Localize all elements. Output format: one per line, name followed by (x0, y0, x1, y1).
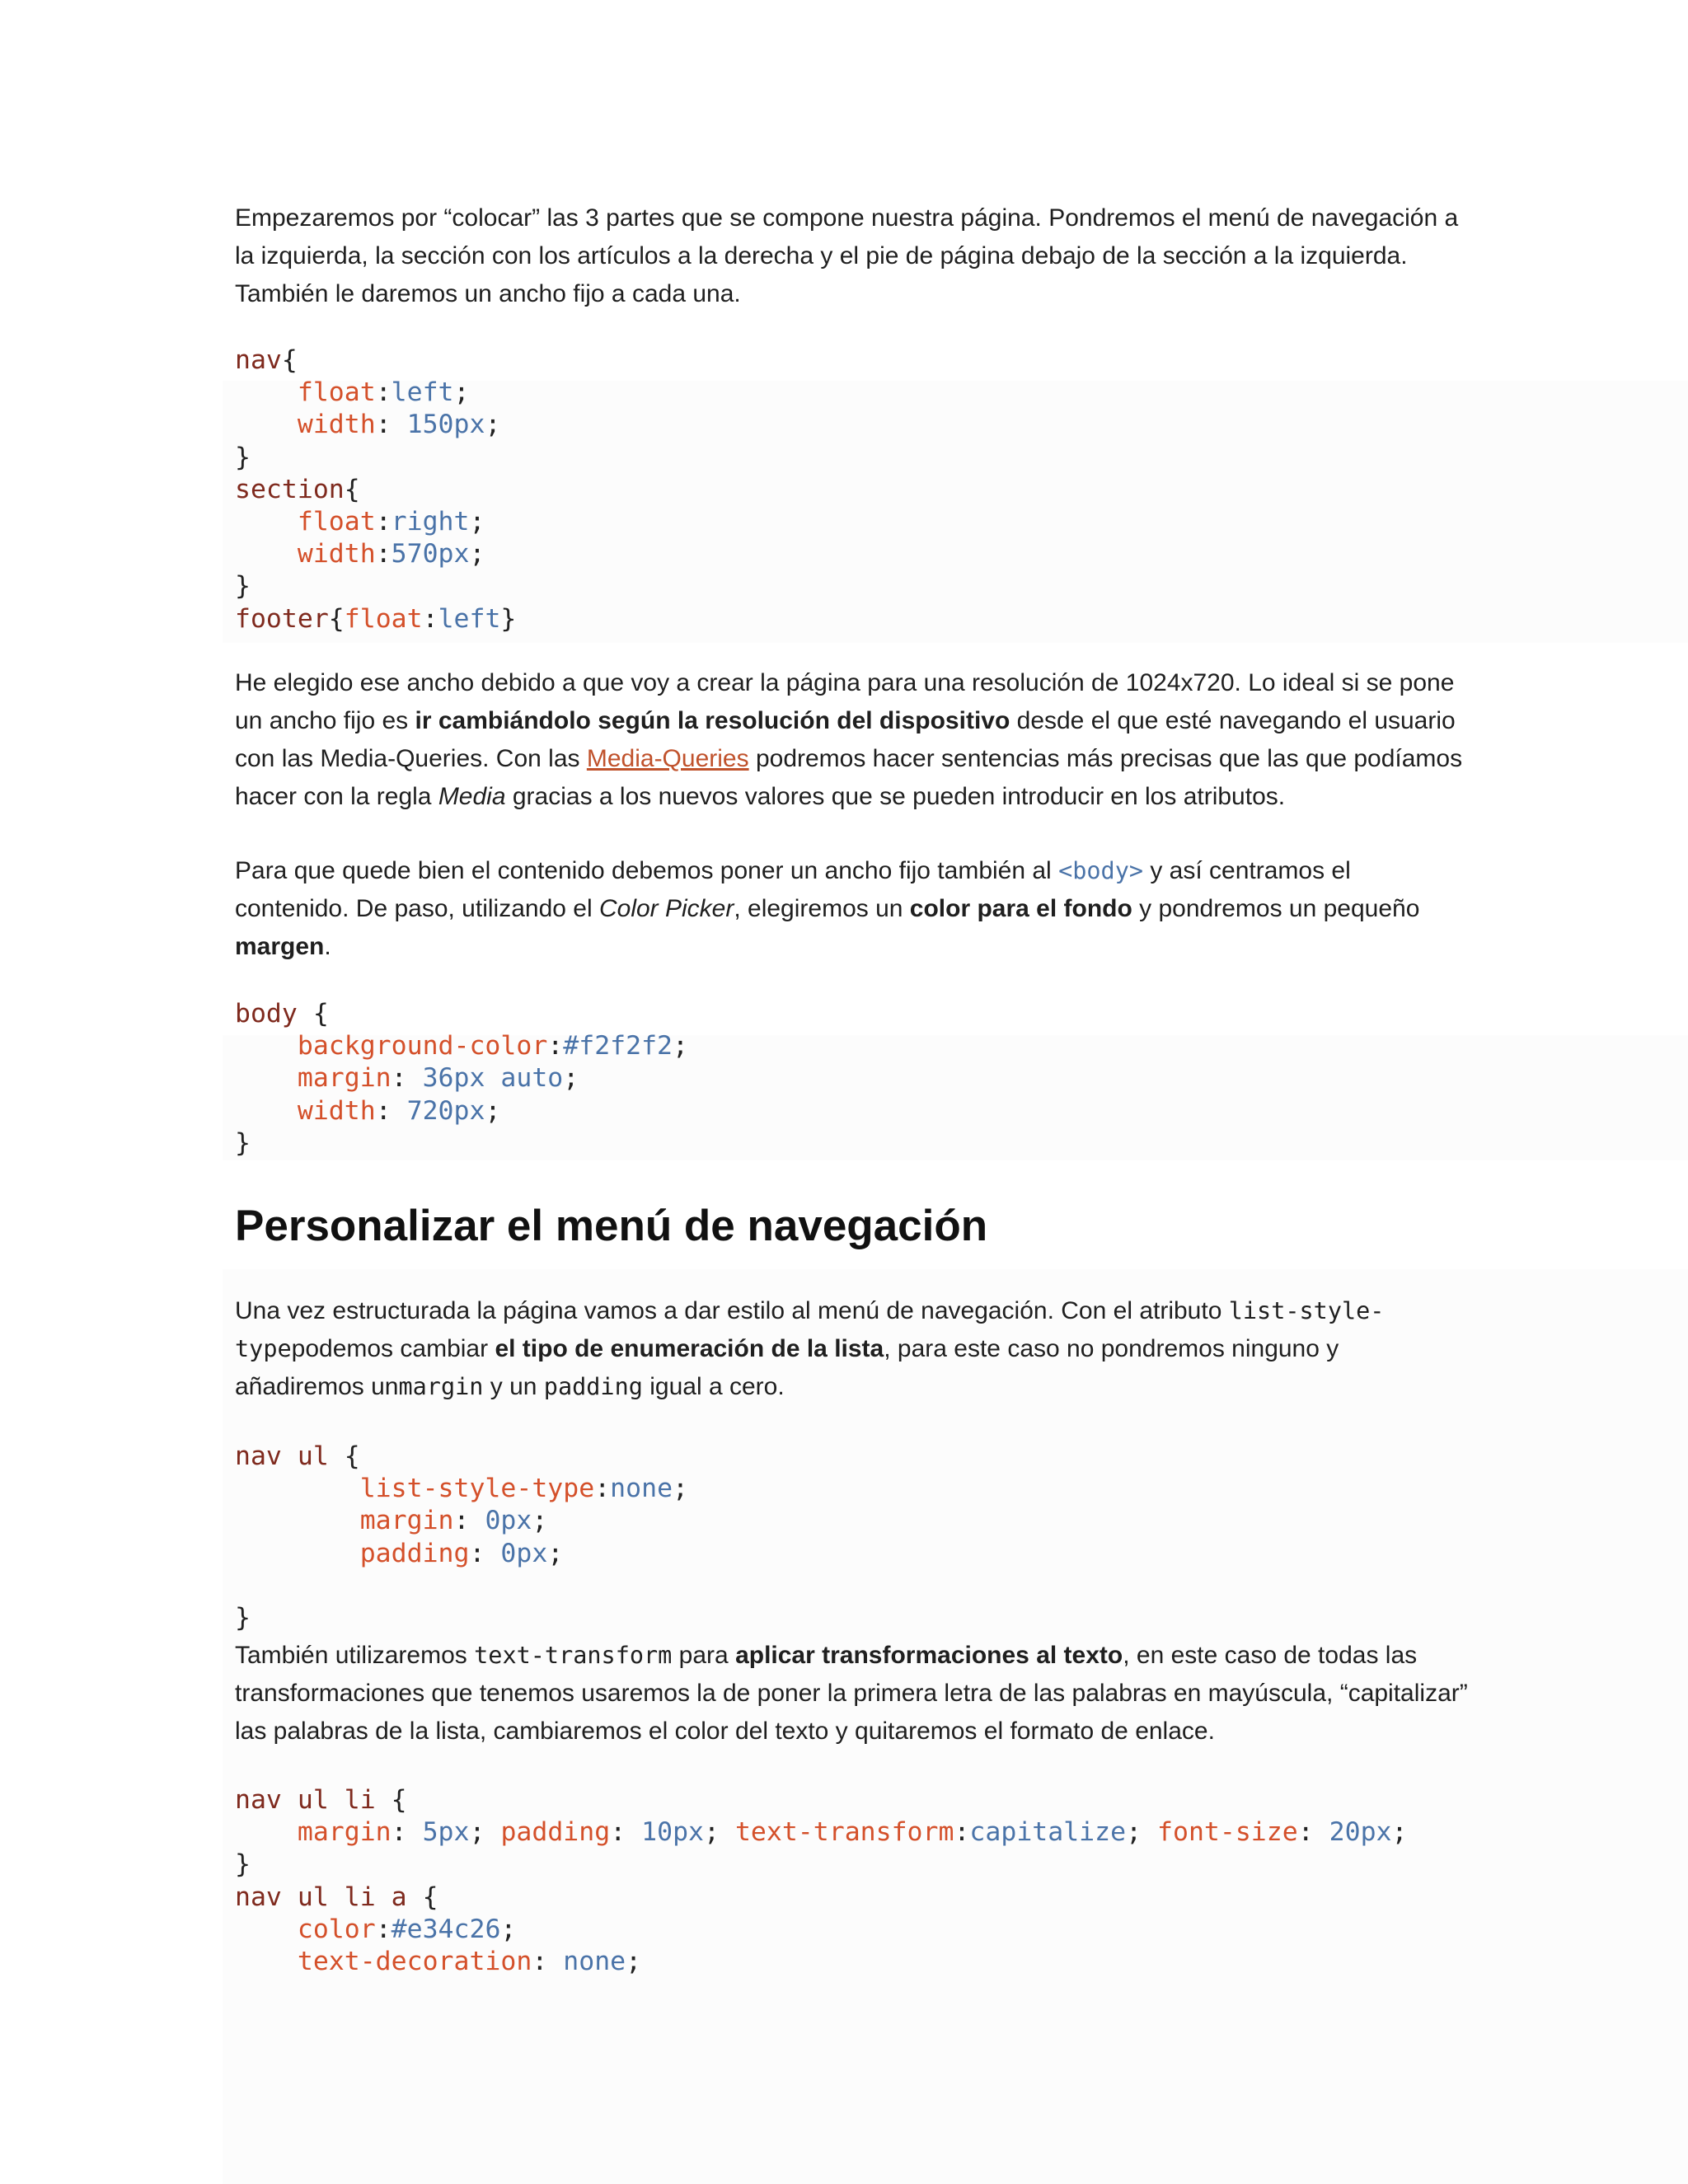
brace: { (391, 1785, 407, 1815)
css-property: color (297, 1914, 376, 1944)
css-selector: section (235, 474, 345, 504)
paragraph-text: podemos cambiar (291, 1335, 495, 1362)
paragraph-text: igual a cero. (642, 1373, 785, 1400)
bold-text: aplicar transformaciones al texto (735, 1642, 1123, 1669)
css-selector: footer (235, 603, 329, 634)
paragraph-text: desde el que esté navegando el usuario con las Media-Queries. Con las (235, 707, 1456, 772)
inline-code: text-transform (474, 1642, 673, 1669)
css-property: padding (500, 1817, 611, 1848)
css-value: left (438, 603, 501, 634)
code-block-nav-ul: nav ul { list-style-type:none; margin: 0px; padding: 0px; } (235, 1441, 688, 1633)
css-value: 36px auto (422, 1063, 564, 1094)
css-value: 0px (485, 1506, 532, 1536)
css-value: 570px (391, 539, 470, 569)
brace: { (344, 474, 360, 504)
brace: } (235, 442, 251, 472)
css-value: #f2f2f2 (563, 1031, 673, 1062)
inline-code: margin (398, 1373, 484, 1400)
brace: { (281, 345, 298, 375)
brace: } (235, 1849, 251, 1880)
css-property: background-color (297, 1031, 548, 1062)
paragraph-text: . (324, 933, 331, 960)
css-selector: nav (235, 345, 282, 375)
paragraph-text: También utilizaremos (235, 1642, 475, 1669)
css-property: float (297, 507, 376, 537)
css-property: margin (359, 1506, 454, 1536)
bold-text: el tipo de enumeración de la lista (495, 1335, 884, 1362)
inline-code: list-style-type (235, 1297, 1385, 1362)
css-property: width (297, 410, 376, 440)
css-property: margin (297, 1817, 392, 1848)
css-value: left (391, 377, 454, 408)
italic-text: Media (438, 783, 506, 810)
css-value: right (391, 507, 470, 537)
css-property: float (297, 377, 376, 408)
css-selector: nav ul li a (235, 1882, 407, 1912)
code-block-layout: nav{ float:left; width: 150px; } section{ float:right; width:570px; } footer{float:left} (235, 345, 517, 634)
css-value: none (563, 1947, 626, 1977)
css-property: text-transform (734, 1817, 954, 1848)
css-property: text-decoration (297, 1947, 532, 1977)
inline-code: padding (543, 1373, 643, 1400)
brace: } (235, 1603, 251, 1633)
code-block-nav-li: nav ul li { margin: 5px; padding: 10px; text-transform:capitalize; font-size: 20px; } nav ul li a { color:#e34c26; text-decoration: none; (235, 1785, 1408, 1977)
intro-paragraph: Empezaremos por “colocar” las 3 partes que se compone nuestra página. Pondremos el menú de navegación a la izquierda, la sección con los artículos a la derecha y el pie de página debajo de la sección a la izquierda. También le daremos un ancho fijo a cada una. (235, 204, 1459, 307)
bold-text: color para el fondo (909, 895, 1132, 922)
paragraph-text: y así centramos el contenido. De paso, utilizando el (235, 857, 1351, 922)
italic-text: Color Picker (598, 895, 734, 922)
paragraph-text: Para que quede bien el contenido debemos poner un ancho fijo también al (235, 857, 1059, 884)
paragraph-text: , en este caso de todas las transformaciones que tenemos usaremos la de poner la primera letra de las palabras en mayúscula, “capitalizar” las palabras de la lista, cambiaremos el color del texto y quitaremos el formato de enlace. (235, 1642, 1468, 1745)
paragraph-text: , elegiremos un (734, 895, 910, 922)
section-heading: Personalizar el menú de navegación (235, 1202, 988, 1250)
paragraph-text: y pondremos un pequeño (1132, 895, 1420, 922)
css-value: 20px (1329, 1817, 1392, 1848)
brace: { (344, 1441, 360, 1471)
css-value: capitalize (969, 1817, 1127, 1848)
bold-text: ir cambiándolo según la resolución del dispositivo (415, 707, 1010, 734)
text-transform-paragraph (235, 1637, 1471, 1750)
paragraph-text: , para este caso no pondremos ninguno y añadiremos un (235, 1335, 1339, 1400)
css-property: width (297, 539, 376, 569)
css-value: 5px (422, 1817, 470, 1848)
list-style-paragraph (235, 1292, 1471, 1406)
css-value: 150px (406, 410, 485, 440)
paragraph-text: para (672, 1642, 736, 1669)
css-property: margin (297, 1063, 392, 1094)
brace: { (422, 1882, 438, 1912)
code-block-body: body { background-color:#f2f2f2; margin: 36px auto; width: 720px; } (235, 999, 688, 1158)
css-selector: body (235, 999, 298, 1029)
css-value: 0px (500, 1538, 548, 1568)
css-value: 720px (406, 1095, 485, 1126)
resolution-paragraph (235, 664, 1471, 816)
media-queries-link[interactable]: Media-Queries (586, 745, 749, 772)
paragraph-text: He elegido ese ancho debido a que voy a crear la página para una resolución de 1024x720. Lo ideal si se pone un ancho fijo es (235, 669, 1455, 734)
css-property: padding (359, 1538, 470, 1568)
paragraph-text: gracias a los nuevos valores que se pueden introducir en los atributos. (505, 783, 1286, 810)
brace: } (235, 1127, 251, 1158)
css-property: float (344, 603, 423, 634)
css-value: #e34c26 (391, 1914, 501, 1944)
brace: { (312, 999, 329, 1029)
paragraph-text: Una vez estructurada la página vamos a dar estilo al menú de navegación. Con el atributo (235, 1297, 1229, 1324)
paragraph-text: y un (483, 1373, 544, 1400)
css-value: 10px (641, 1817, 704, 1848)
css-value: none (610, 1474, 673, 1504)
css-selector: nav ul li (235, 1785, 376, 1815)
brace: } (235, 571, 251, 602)
bold-text: margen (235, 933, 325, 960)
paragraph-text: podremos hacer sentencias más precisas que las que podíamos hacer con la regla (235, 745, 1463, 810)
css-property: list-style-type (359, 1474, 595, 1504)
css-selector: nav ul (235, 1441, 329, 1471)
inline-code: <body> (1058, 857, 1144, 884)
body-width-paragraph (235, 852, 1471, 966)
css-property: font-size (1157, 1817, 1298, 1848)
css-property: width (297, 1095, 376, 1126)
